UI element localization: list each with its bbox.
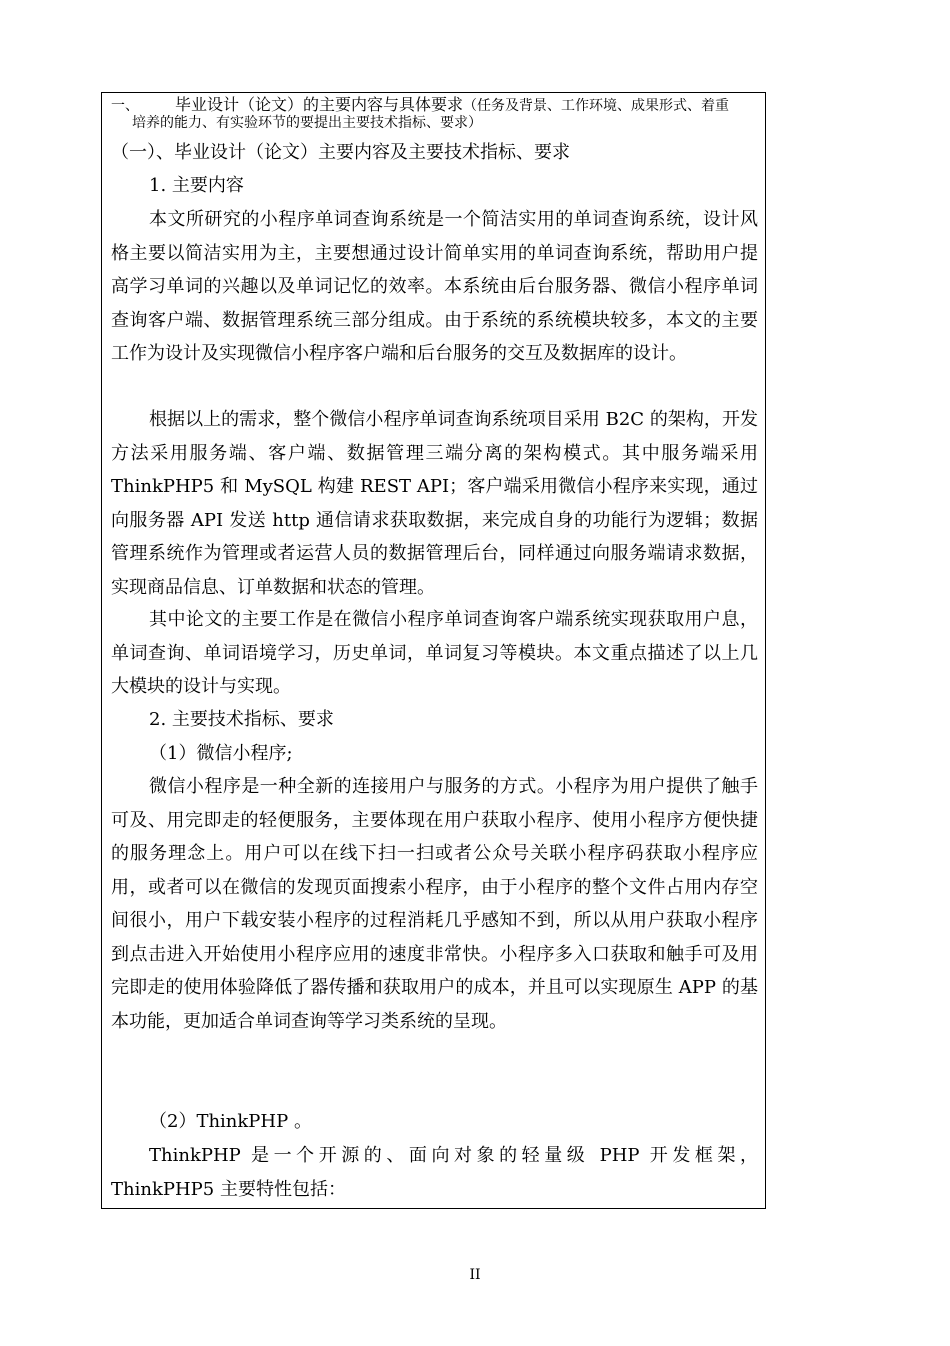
heading-tech-requirements: 2. 主要技术指标、要求	[149, 709, 334, 730]
section-title: 毕业设计（论文）的主要内容与具体要求	[175, 95, 464, 114]
section-heading	[111, 96, 759, 132]
item-wechat-miniprogram: （1）微信小程序;	[149, 743, 293, 764]
paragraph-intro: 本文所研究的小程序单词查询系统是一个简洁实用的单词查询系统，设计风格主要以简洁实用为主，主要想通过设计简单实用的单词查询系统，帮助用户提高学习单词的兴趣以及单词记忆的效率。本系统由后台服务器、微信小程序单词查询客户端、数据管理系统三部分组成。由于系统的系统模块较多，本文的主要工作为设计及实现微信小程序客户端和后台服务的交互及数据库的设计。	[111, 209, 758, 364]
heading-main-content: 1. 主要内容	[149, 175, 244, 196]
section-note-2: 培养的能力、有实验环节的要提出主要技术指标、要求）	[132, 115, 482, 131]
paragraph-miniprogram: 微信小程序是一种全新的连接用户与服务的方式。小程序为用户提供了触手可及、用完即走的轻便服务，主要体现在用户获取小程序、使用小程序方便快捷的服务理念上。用户可以在线下扫一扫或者公众号关联小程序码获取小程序应用，或者可以在微信的发现页面搜索小程序，由于小程序的整个文件占用内存空间很小，用户下载安装小程序的过程消耗几乎感知不到，所以从用户获取小程序到点击进入开始使用小程序应用的速度非常快。小程序多入口获取和触手可及用完即走的使用体验降低了器传播和获取用户的成本，并且可以实现原生 APP 的基本功能，更加适合单词查询等学习类系统的呈现。	[111, 776, 758, 1032]
paragraph-main-work: 其中论文的主要工作是在微信小程序单词查询客户端系统实现获取用户息，单词查询、单词语境学习，历史单词，单词复习等模块。本文重点描述了以上几大模块的设计与实现。	[111, 609, 758, 697]
paragraph-architecture: 根据以上的需求，整个微信小程序单词查询系统项目采用 B2C 的架构，开发方法采用服务端、客户端、数据管理三端分离的架构模式。其中服务端采用 ThinkPHP5 和 MySQL 构建 REST API；客户端采用微信小程序来实现，通过向服务器 API 发送 http 通信请求获取数据，来完成自身的功能行为逻辑；数据管理系统作为管理或者运营人员的数据管理后台，同样通过向服务端请求数据，实现商品信息、订单数据和状态的管理。	[111, 409, 758, 598]
page-number: II	[469, 1267, 481, 1283]
section-note-1: （任务及背景、工作环境、成果形式、着重	[463, 98, 730, 114]
item-thinkphp: （2）ThinkPHP 。	[149, 1111, 312, 1132]
section-number: 一、	[111, 98, 139, 114]
subsection-title: （一）、毕业设计（论文）主要内容及主要技术指标、要求	[111, 142, 570, 163]
paragraph-thinkphp: ThinkPHP 是一个开源的、面向对象的轻量级 PHP 开发框架，ThinkPHP5 主要特性包括：	[111, 1145, 758, 1200]
